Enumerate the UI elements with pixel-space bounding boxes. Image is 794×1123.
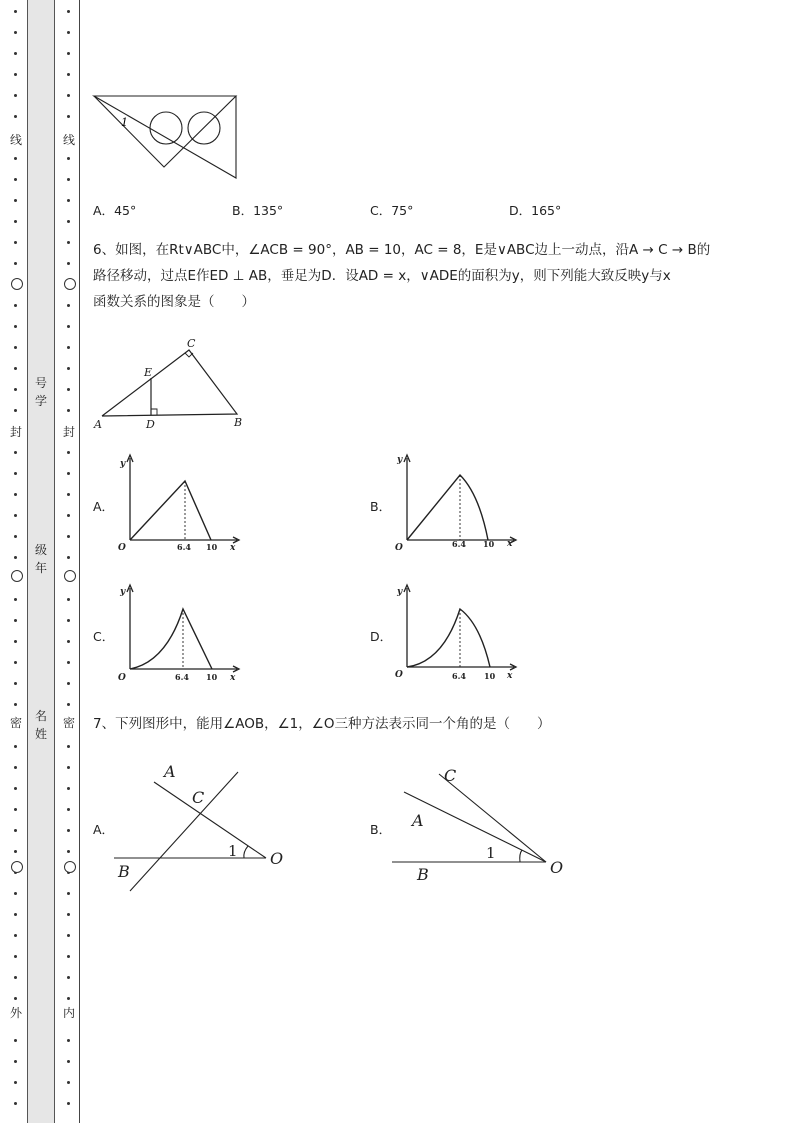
margin-dot [67, 493, 70, 496]
margin-dot [67, 661, 70, 664]
q6-stem-line-3: 函数关系的图象是（ ） [93, 294, 255, 310]
q6-option-d-label[interactable]: D． [370, 629, 393, 644]
margin-dot [67, 682, 70, 685]
margin-dot [14, 640, 17, 643]
inner-word-mi: 密 [62, 716, 75, 730]
margin-dot [67, 808, 70, 811]
margin-dot [14, 556, 17, 559]
margin-dot [14, 241, 17, 244]
margin-dot [14, 745, 17, 748]
q5-option-c[interactable]: C．75° [370, 203, 414, 218]
margin-dot [67, 367, 70, 370]
y-label: y [120, 459, 126, 469]
field-grade: 级 年 [34, 543, 47, 575]
margin-dot [67, 745, 70, 748]
outer-circle-3 [11, 861, 23, 873]
ray-oa [404, 792, 546, 862]
margin-dot [67, 262, 70, 265]
inner-circle-3 [64, 861, 76, 873]
margin-dot [14, 10, 17, 13]
q7-stem: 7、下列图形中，能用∠AOB，∠1，∠O三种方法表示同一个角的是（ ） [93, 716, 551, 732]
x-label: x [507, 671, 513, 681]
margin-dot [67, 1081, 70, 1084]
inner-word-nei: 内 [62, 1006, 75, 1020]
margin-dot [67, 304, 70, 307]
margin-dot [67, 787, 70, 790]
outer-word-wai: 外 [9, 1006, 22, 1020]
margin-dot [14, 31, 17, 34]
tick-6-4: 6.4 [452, 671, 466, 681]
q6-stem-line-1: 6、如图，在Rt∨ABC中，∠ACB = 90°，AB = 10，AC = 8，E是∨ABC边上一动点，沿A → C → B的 [93, 242, 711, 258]
tick-10: 10 [206, 672, 218, 682]
label-a: A [412, 811, 424, 830]
margin-dot [14, 934, 17, 937]
margin-dot [67, 31, 70, 34]
margin-dot [14, 514, 17, 517]
angle-arc [244, 846, 248, 858]
q6-label-c: C [187, 337, 196, 350]
margin-dot [67, 10, 70, 13]
x-label: x [230, 673, 236, 682]
margin-dot [67, 850, 70, 853]
margin-dot [14, 787, 17, 790]
q6-right-angle-d [151, 409, 157, 415]
margin-dot [14, 94, 17, 97]
label-a: A [164, 762, 176, 781]
margin-dot [67, 409, 70, 412]
margin-dot [67, 325, 70, 328]
y-label: y [120, 587, 126, 597]
margin-dot [67, 220, 70, 223]
outer-word-feng: 封 [9, 425, 22, 439]
margin-dot [14, 493, 17, 496]
margin-dot [67, 1102, 70, 1105]
margin-dot [14, 661, 17, 664]
angle-arc [520, 850, 522, 862]
q6-label-e: E [144, 366, 153, 379]
q6-label-d: D [146, 418, 155, 431]
margin-dot [14, 997, 17, 1000]
margin-dot [14, 262, 17, 265]
q7-option-a-label[interactable]: A． [93, 822, 115, 837]
q6-option-b-label[interactable]: B． [370, 499, 392, 514]
tick-10: 10 [483, 539, 495, 549]
q5-circle-left [150, 112, 182, 144]
margin-dot [67, 556, 70, 559]
margin-dot [14, 808, 17, 811]
inner-word-xian: 线 [62, 133, 75, 147]
margin-dot [14, 850, 17, 853]
margin-dot [67, 388, 70, 391]
margin-dot [67, 1060, 70, 1063]
q7-figure-b[interactable] [388, 760, 578, 890]
tick-6-4: 6.4 [177, 542, 191, 552]
origin-label: O [395, 670, 403, 680]
outer-circle-2 [11, 570, 23, 582]
line-c [130, 772, 238, 891]
margin-dot [67, 934, 70, 937]
q7-option-b-label[interactable]: B． [370, 822, 392, 837]
margin-dot [14, 367, 17, 370]
margin-dot [14, 388, 17, 391]
margin-dot [67, 976, 70, 979]
margin-dot [67, 199, 70, 202]
q6-triangle-figure [92, 334, 252, 434]
tick-6-4: 6.4 [175, 672, 189, 682]
label-1: 1 [228, 842, 238, 860]
inner-word-feng: 封 [62, 425, 75, 439]
margin-dot [67, 892, 70, 895]
origin-label: O [118, 673, 126, 682]
margin-dot [14, 1039, 17, 1042]
margin-dot [67, 52, 70, 55]
origin-label: O [395, 543, 403, 552]
q6-option-c-label[interactable]: C． [93, 629, 115, 644]
margin-dot [14, 73, 17, 76]
tick-10: 10 [484, 671, 496, 681]
margin-dot [67, 241, 70, 244]
q5-option-d[interactable]: D．165° [509, 203, 562, 218]
outer-circle-1 [11, 278, 23, 290]
margin-dot [67, 514, 70, 517]
margin-dot [67, 472, 70, 475]
q7-figure-a[interactable] [110, 758, 300, 893]
margin-dot [67, 346, 70, 349]
label-b: B [417, 865, 429, 884]
margin-dot [14, 220, 17, 223]
margin-dot [67, 955, 70, 958]
field-name: 名 姓 [34, 709, 47, 741]
q5-angle-label: 1 [121, 116, 128, 129]
margin-dot [14, 472, 17, 475]
margin-dot [14, 157, 17, 160]
margin-dot [67, 913, 70, 916]
q6-graph-d[interactable] [391, 582, 521, 682]
q6-stem-line-2: 路径移动，过点E作ED ⊥ AB，垂足为D．设AD = x，∨ADE的面积为y，则下列能大致反映y与x [93, 268, 671, 284]
margin-dot [67, 157, 70, 160]
tick-10: 10 [206, 542, 218, 552]
q6-option-a-label[interactable]: A． [93, 499, 115, 514]
margin-dot [14, 325, 17, 328]
margin-dot [14, 976, 17, 979]
margin-dot [67, 829, 70, 832]
margin-dot [14, 913, 17, 916]
graph-curve [130, 481, 211, 540]
margin-dot [14, 178, 17, 181]
inner-circle-2 [64, 570, 76, 582]
x-label: x [230, 543, 236, 552]
outer-word-mi: 密 [9, 716, 22, 730]
y-label: y [397, 587, 403, 597]
margin-dot [14, 619, 17, 622]
graph-curve [130, 609, 212, 669]
outer-word-xian: 线 [9, 133, 22, 147]
margin-dot [14, 451, 17, 454]
margin-dot [14, 766, 17, 769]
margin-dot [67, 598, 70, 601]
margin-dot [14, 1060, 17, 1063]
q6-label-a: A [94, 418, 102, 431]
margin-dot [67, 115, 70, 118]
inner-circle-1 [64, 278, 76, 290]
label-c: C [444, 766, 457, 785]
margin-dot [14, 955, 17, 958]
margin-dot [67, 535, 70, 538]
q5-option-a[interactable]: A．45° [93, 203, 137, 218]
margin-dot [14, 829, 17, 832]
margin-dot [67, 1039, 70, 1042]
margin-dot [14, 535, 17, 538]
margin-dot [14, 346, 17, 349]
q6-graph-a[interactable] [114, 452, 244, 552]
margin-dot [14, 199, 17, 202]
label-1: 1 [486, 844, 496, 862]
q6-graph-c[interactable] [114, 582, 244, 682]
label-o: O [270, 849, 284, 868]
margin-dot [67, 619, 70, 622]
margin-dot [14, 1081, 17, 1084]
label-c: C [192, 788, 205, 807]
label-o: O [550, 858, 564, 877]
field-student-id: 号 学 [34, 376, 47, 408]
q6-label-b: B [234, 416, 243, 429]
q5-figure [90, 92, 240, 184]
graph-curve [407, 475, 488, 540]
label-b: B [118, 862, 130, 881]
margin-dot [14, 409, 17, 412]
graph-curve [407, 609, 490, 667]
tick-6-4: 6.4 [452, 539, 466, 549]
q5-option-b[interactable]: B．135° [232, 203, 284, 218]
margin-dot [14, 1102, 17, 1105]
q6-triangle [102, 350, 237, 416]
margin-rule [79, 0, 80, 1123]
margin-dot [14, 115, 17, 118]
margin-dot [67, 766, 70, 769]
margin-dot [67, 640, 70, 643]
margin-dot [67, 703, 70, 706]
q5-triangle-1 [94, 96, 236, 167]
margin-dot [14, 682, 17, 685]
margin-dot [67, 73, 70, 76]
origin-label: O [118, 543, 126, 552]
margin-dot [14, 52, 17, 55]
margin-dot [14, 304, 17, 307]
y-label: y [397, 455, 403, 465]
margin-dot [67, 997, 70, 1000]
margin-dot [14, 892, 17, 895]
margin-dot [67, 451, 70, 454]
q6-right-angle-c [185, 353, 193, 357]
x-label: x [507, 539, 513, 549]
q6-graph-b[interactable] [391, 452, 521, 552]
margin-dot [67, 178, 70, 181]
margin-dot [14, 598, 17, 601]
margin-dot [14, 703, 17, 706]
margin-dot [67, 94, 70, 97]
